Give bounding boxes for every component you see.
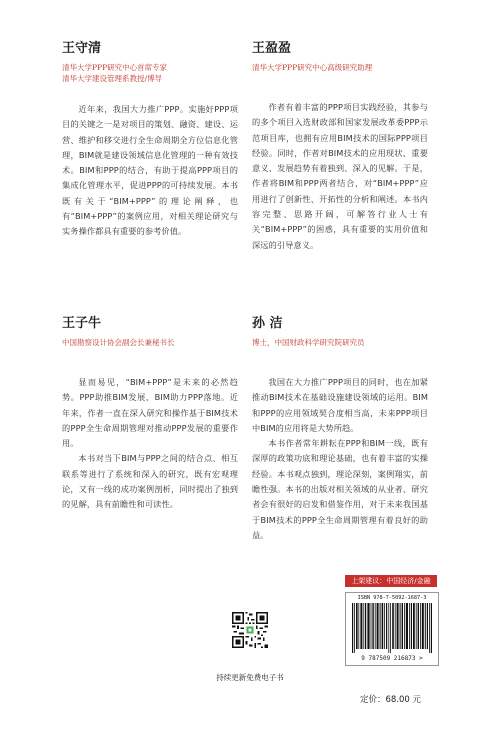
expert-name: 孙 洁: [252, 316, 283, 331]
barcode-number: 9 787509 216873 >: [361, 655, 423, 662]
barcode-icon: [352, 603, 432, 653]
qr-code-icon: [232, 612, 268, 648]
expert-comment: 我国在大力推广PPP项目的同时，也在加紧推动BIM技术在基础设施建设领域的运用。BIM和PPP的应用领域契合度相当高，未来PPP项目中BIM的应用将是大势所趋。: [252, 377, 428, 433]
expert-comment: 近年来，我国大力推广PPP。实施好PPP项目的关键之一是对项目的策划、融资、建设、运营、维护和移交进行全生命周期全方位信息化管理，BIM就是建设领域信息化管理的一种有效技术。BIM和PPP的结合，有助于提高PPP项目的集成化管理水平，促进PPP的可持续发展。本书既有关于“BIM+PPP”的理论阐释，也有“BIM+PPP”的案例应用，对相关理论研究与实务操作都具有重要的参考价值。: [62, 104, 238, 237]
expert-comment: 作者有着丰富的PPP项目实践经验，其参与的多个项目入选财政部和国家发展改革委PPP示范项目库，也拥有应用BIM技术的国际PPP项目经验。同时，作者对BIM技术的应用现状、重要意义、发展趋势有着独到、深入的见解。于是，作者将BIM和PPP两者结合，对“BIM+PPP”应用进行了创新性、开拓性的分析和阐述。本书内容完整、思路开阔，可解答行业人士有关“BIM+PPP”的困惑，具有重要的实用价值和深远的引导意义。: [252, 102, 428, 250]
expert-comment: 本书对当下BIM与PPP之间的结合点、相互联系等进行了系统和深入的研究，既有宏观理论，又有一线的成功案例剖析，同时提出了独到的见解，具有前瞻性和可读性。: [62, 453, 238, 510]
expert-name: 王盈盈: [252, 41, 292, 56]
expert-title: 博士，中国财政科学研究院研究员: [252, 338, 365, 347]
expert-block-3: [62, 316, 238, 513]
isbn-text: ISBN 978-7-5092-1687-3: [357, 595, 427, 601]
expert-title: 清华大学建设管理系教授/博导: [62, 74, 163, 83]
price: 定价：68.00 元: [360, 695, 422, 705]
expert-block-4: [252, 316, 428, 543]
shelving-recommendation: 上架建议：中国经济/金融: [345, 575, 437, 587]
expert-comment: 本书作者常年耕耘在PPP和BIM一线，既有深厚的政策功底和理论基础，也有着丰富的实操经验。本书观点独到，理论深刻，案例翔实，前瞻性强。本书的出版对相关领域的从业者、研究者会有很好的启发和借鉴作用，对于未来我国基于BIM技术的PPP全生命周期管理有着良好的助益。: [252, 438, 428, 540]
isbn-barcode-box: [345, 592, 439, 666]
expert-comment: 显而易见，“BIM+PPP”是未来的必然趋势。PPP助推BIM发展，BIM助力PPP落地。近年来，作者一直在深入研究和操作基于BIM技术的PPP全生命周期管理对推动PPP发展的重要作用。: [62, 377, 238, 449]
expert-title: 清华大学PPP研究中心高级研究助理: [252, 63, 373, 72]
expert-block-1: [62, 41, 238, 240]
expert-block-2: [252, 41, 428, 253]
qr-caption: 持续更新免费电子书: [216, 673, 284, 682]
expert-name: 王子牛: [62, 316, 102, 331]
expert-title: 清华大学PPP研究中心首席专家: [62, 63, 168, 72]
expert-title: 中国勘察设计协会副会长兼秘书长: [62, 338, 175, 347]
expert-name: 王守清: [62, 41, 102, 56]
